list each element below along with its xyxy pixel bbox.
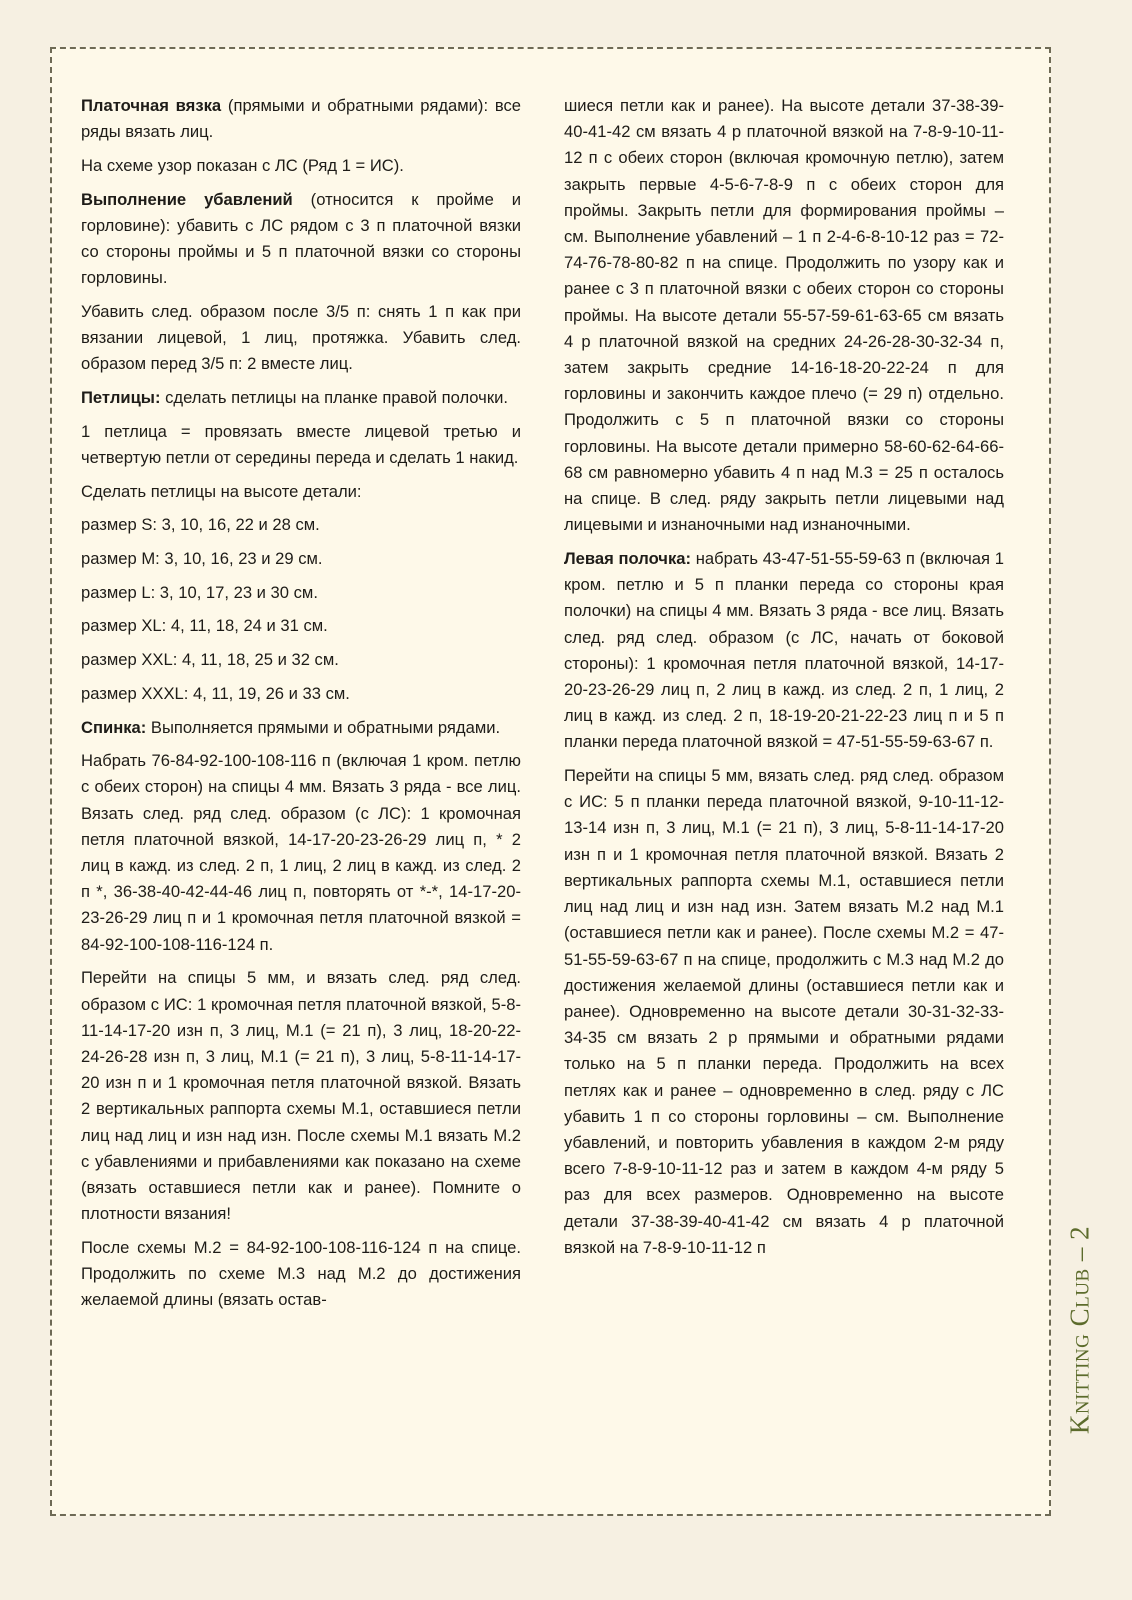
paragraph [564, 546, 1004, 756]
paragraph [564, 763, 1004, 1261]
body-text: размер XL: 4, 11, 18, 24 и 31 см. [81, 616, 328, 636]
paragraph [81, 153, 521, 179]
heading: Спинка: [81, 717, 147, 737]
body-text: шиеся петли как и ранее). На высоте детали 37-38-39-40-41-42 см вязать 4 р платочной вязкой на 7-8-9-10-11-12 п с обеих сторон (включая кромочную петлю), затем закрыть первые 4-5-6-7-8-9 п с обеих сторон для проймы. Закрыть петли для формирования проймы – см. Выполнение убавлений – 1 п 2-4-6-8-10-12 раз = 72-74-76-78-80-82 п на спице. Продолжить по узору как и ранее с 3 п платочной вязки с обеих сторон со стороны проймы. На высоте детали 55-57-59-61-63-65 см вязать 4 р платочной вязкой на средних 24-26-28-30-32-34 п, затем закрыть средние 14-16-18-20-22-24 п для горловины и закончить каждое плечо (= 29 п) отдельно. Продолжить с 5 п платочной вязки со стороны горловины. На высоте детали примерно 58-60-62-64-66-68 см равномерно убавить 4 п над М.3 = 25 п осталось на спице. В след. ряду закрыть петли лицевыми над лицевыми и изнаночными над изнаночными. [564, 96, 1004, 535]
body-text: сделать петлицы на планке правой полочки. [160, 388, 508, 408]
size-line [81, 546, 521, 572]
paragraph [81, 187, 521, 292]
paragraph [81, 715, 521, 741]
page-number: 2 [1064, 1225, 1095, 1240]
heading: Платочная вязка [81, 96, 222, 115]
body-text: размер XXL: 4, 11, 18, 25 и 32 см. [81, 650, 339, 670]
size-line [81, 580, 521, 606]
brand-separator: – [1064, 1247, 1095, 1262]
size-line [81, 512, 521, 538]
body-text: размер L: 3, 10, 17, 23 и 30 см. [81, 582, 318, 602]
right-column [564, 93, 1004, 1268]
body-text: 1 петлица = провязать вместе лицевой третью и четвертую петли от середины переда и сделать 1 накид. [81, 421, 521, 467]
body-text: размер S: 3, 10, 16, 22 и 28 см. [81, 515, 320, 535]
paragraph [81, 419, 521, 471]
body-text: После схемы М.2 = 84-92-100-108-116-124 п на спице. Продолжить по схеме М.3 над М.2 до достижения желаемой длины (вязать остав- [81, 1237, 521, 1310]
heading: Петлицы: [81, 388, 161, 408]
brand-page-label [1065, 1226, 1096, 1434]
body-text: Перейти на спицы 5 мм, и вязать след. ряд след. образом с ИС: 1 кромочная петля платочной вязкой, 5-8-11-14-17-20 изн п, 3 лиц, М.1 (= 21 п), 3 лиц, 18-20-22-24-26-28 изн п, 3 лиц, М.1 (= 21 п), 3 лиц, 5-8-11-14-17-20 изн п и 1 кромочная петля платочной вязкой. Вязать 2 вертикальных раппорта схемы М.1, оставшиеся петли лиц над лиц и изн над изн. После схемы М.1 вязать М.2 с убавлениями и прибавлениями как показано на схеме (вязать оставшиеся петли как и ранее). Помните о плотности вязания! [81, 968, 521, 1224]
left-column [81, 93, 521, 1321]
body-text: размер XXXL: 4, 11, 19, 26 и 33 см. [81, 683, 350, 703]
body-text: Убавить след. образом после 3/5 п: снять 1 п как при вязании лицевой, 1 лиц, протяжка. Убавить след. образом перед 3/5 п: 2 вместе лиц. [81, 301, 521, 374]
body-text: Сделать петлицы на высоте детали: [81, 481, 362, 501]
heading: Выполнение убавлений [81, 189, 293, 209]
body-text: размер M: 3, 10, 16, 23 и 29 см. [81, 549, 323, 569]
brand-name: Knitting Club [1064, 1268, 1095, 1435]
paragraph [564, 93, 1004, 538]
body-text: Перейти на спицы 5 мм, вязать след. ряд след. образом с ИС: 5 п планки переда платочной вязкой, 9-10-11-12-13-14 изн п, 3 лиц, М.1 (= 21 п), 3 лиц, 5-8-11-14-17-20 изн п и 1 кромочная петля платочной вязкой. Вязать 2 вертикальных раппорта схемы М.1, оставшиеся петли лиц над лиц и изн над изн. Затем вязать М.2 над М.1 (оставшиеся петли как и ранее). После схемы М.2 = 47-51-55-59-63-67 п на спице, продолжить с М.3 над М.2 до достижения желаемой длины (оставшиеся петли как и ранее). Одновременно на высоте детали 30-31-32-33-34-35 см вязать 2 р прямыми и обратными рядами только на 5 п планки переда. Продолжить на всех петлях как и ранее – одновременно в след. ряду с ЛС убавить 1 п со стороны горловины – см. Выполнение убавлений, и повторить убавления в каждом 2-м ряду всего 7-8-9-10-11-12 раз и затем в каждом 4-м ряду 5 раз для всех размеров. Одновременно на высоте детали 37-38-39-40-41-42 см вязать 4 р платочной вязкой на 7-8-9-10-11-12 п [564, 766, 1004, 1257]
body-text: (относится к пройме и горловине): убавить с ЛС рядом с 3 п платочной вязки со стороны проймы и 5 п платочной вязки со стороны горловины. [81, 189, 522, 288]
size-line [81, 681, 521, 707]
body-text: набрать 43-47-51-55-59-63 п (включая 1 кром. петлю и 5 п планки переда со стороны края полочки) на спицы 4 мм. Вязать 3 ряда - все лиц. Вязать след. ряд след. образом (с ЛС, начать от боковой стороны): 1 кромочная петля платочной вязкой, 14-17-20-23-26-29 лиц п, 2 лиц в кажд. из след. 2 п, 1 лиц, 2 лиц в кажд. из след. 2 п, 18-19-20-21-22-23 лиц п и 5 п планки переда платочной вязкой = 47-51-55-59-63-67 п. [564, 548, 1004, 752]
paragraph [81, 385, 521, 411]
body-text: На схеме узор показан с ЛС (Ряд 1 = ИС). [81, 155, 404, 175]
body-text: (прямыми и обратными рядами): все ряды вязать лиц. [81, 96, 521, 142]
paragraph [81, 479, 521, 505]
paragraph [81, 299, 521, 378]
size-line [81, 613, 521, 639]
paragraph [81, 748, 521, 958]
heading: Левая полочка: [564, 548, 691, 568]
paragraph [81, 93, 521, 145]
paragraph [81, 965, 521, 1227]
body-text: Выполняется прямыми и обратными рядами. [146, 717, 501, 737]
body-text: Набрать 76-84-92-100-108-116 п (включая 1 кром. петлю с обеих сторон) на спицы 4 мм. Вязать 3 ряда - все лиц. Вязать след. ряд след. образом (с ЛС): 1 кромочная петля платочной вязкой, 14-17-20-23-26-29 лиц п, * 2 лиц в кажд. из след. 2 п, 1 лиц, 2 лиц в кажд. из след. 2 п *, 36-38-40-42-44-46 лиц п, повторять от *-*, 14-17-20-23-26-29 лиц п и 1 кромочная петля платочной вязкой = 84-92-100-108-116-124 п. [81, 751, 521, 954]
paragraph [81, 1235, 521, 1314]
size-line [81, 647, 521, 673]
